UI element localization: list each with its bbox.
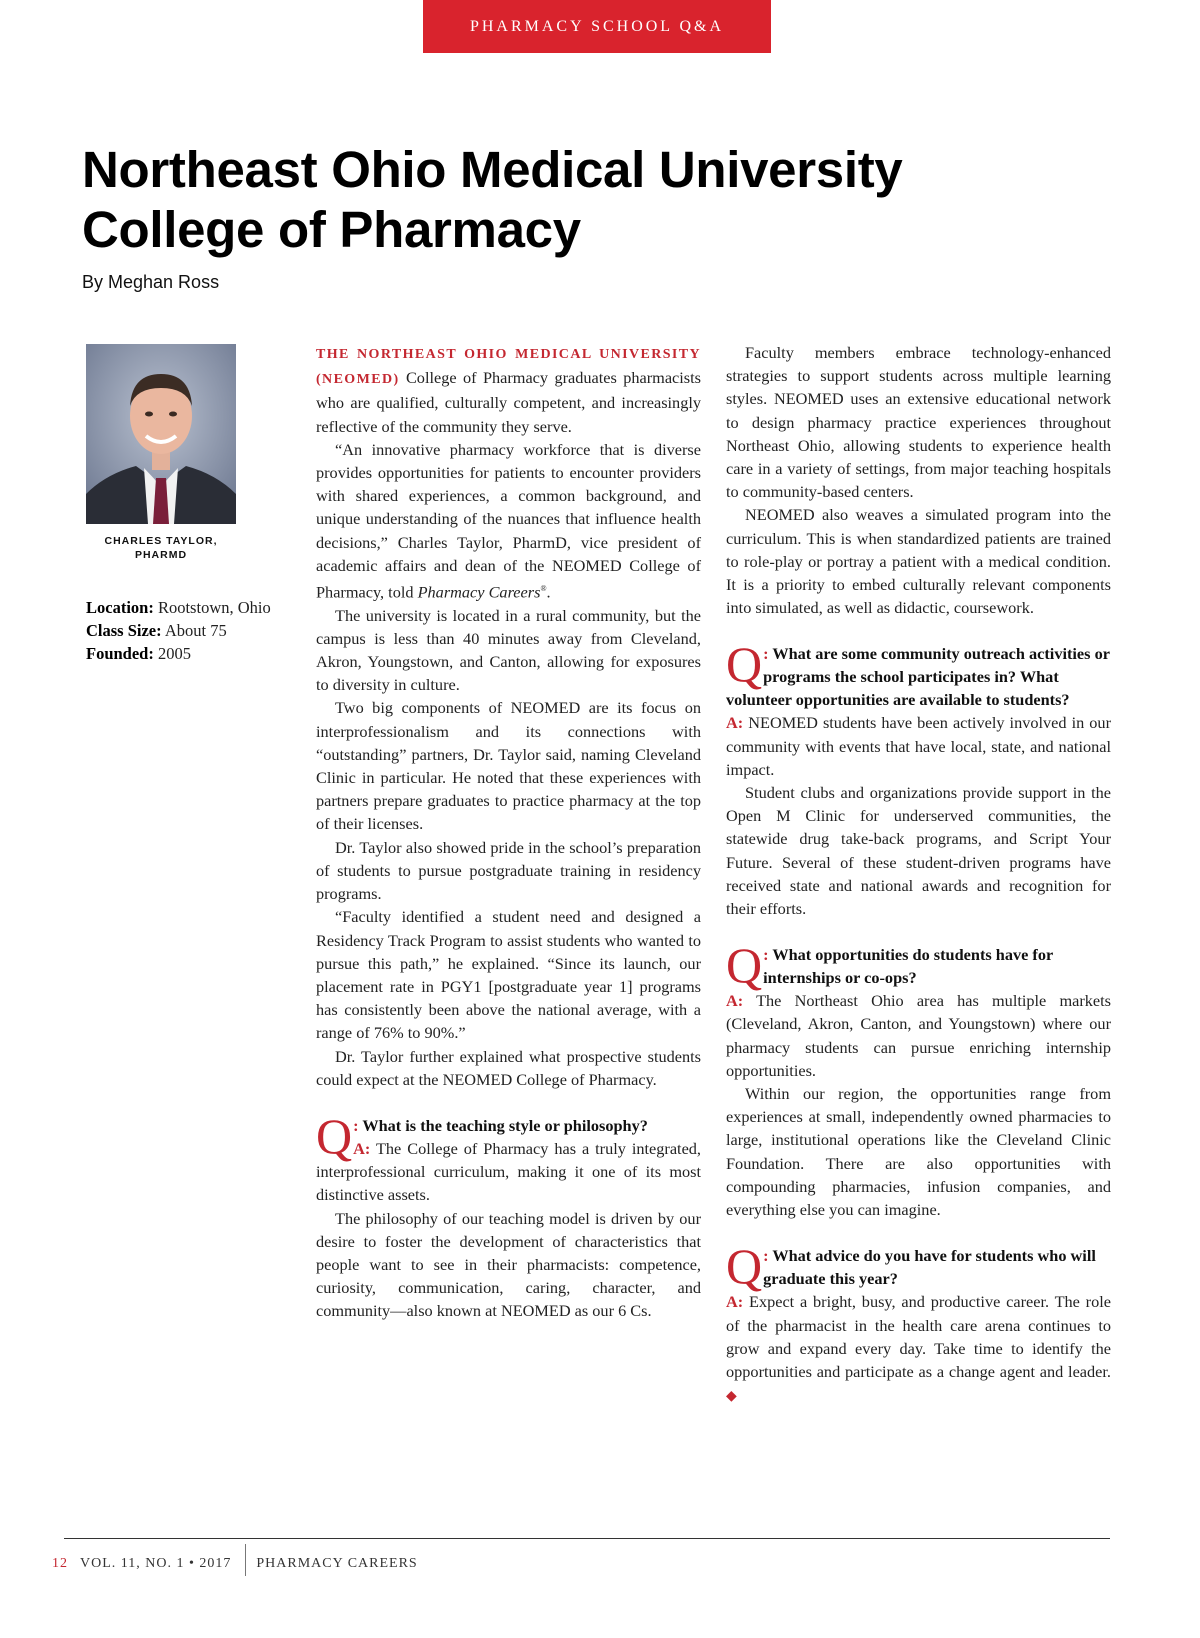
publication-title: PHARMACY CAREERS [256, 1556, 418, 1571]
answer-text: Expect a bright, busy, and productive career. The role of the pharmacist in the health care arena continues to grow and expand every day. Take time to identify the opportunities and participate as a change agent and leader. [726, 1292, 1111, 1381]
fact-value: Rootstown, Ohio [157, 598, 271, 617]
answer [726, 711, 1111, 781]
q-colon: : [763, 1246, 769, 1266]
qa-block-internships [726, 937, 1112, 1221]
body-paragraph [316, 438, 701, 604]
question-text: What are some community outreach activities or programs the school participates in? What volunteer opportunities are available to students? [726, 644, 1110, 710]
q-colon: : [353, 1115, 359, 1135]
a-label: A: [353, 1138, 371, 1158]
photo-caption-line-1: CHARLES TAYLOR, [104, 535, 218, 547]
intro-paragraph [316, 341, 701, 438]
article-column-1 [316, 341, 701, 1323]
answer [316, 1137, 701, 1207]
issue-info: VOL. 11, NO. 1 • 2017 [80, 1556, 232, 1571]
question [726, 636, 1111, 711]
footer-rule [64, 1538, 1110, 1539]
answer [726, 1290, 1111, 1408]
question [726, 1238, 1111, 1295]
fact-value: About 75 [164, 621, 227, 640]
school-facts [86, 596, 276, 665]
qa-block-teaching-style [316, 1107, 702, 1323]
question [726, 937, 1111, 994]
portrait-photo [86, 344, 236, 524]
qa-block-community-outreach [726, 636, 1111, 920]
page-number: 12 [52, 1556, 68, 1571]
q-initial: Q [726, 937, 763, 994]
answer [726, 989, 1111, 1082]
portrait-illustration [86, 344, 236, 524]
footer-divider [245, 1544, 246, 1576]
fact-location [86, 596, 276, 619]
body-paragraph: Two big components of NEOMED are its focus on interprofessionalism and its connections with “outstanding” partners, Dr. Taylor said, naming Cleveland Clinic in particular. He noted that these experiences with partners prepare graduates to practice pharmacy at the top of their licenses. [316, 698, 701, 834]
body-paragraph: Dr. Taylor further explained what prospective students could expect at the NEOMED College of Pharmacy. [316, 1046, 701, 1089]
a-label: A: [726, 1292, 744, 1312]
q-colon: : [763, 644, 769, 664]
quote-end: . [546, 582, 551, 602]
answer-followup: Within our region, the opportunities range from experiences at small, independently owned pharmacies to large, institutional operations like the Cleveland Clinic Foundation. There are also opportunities with compounding pharmacies, infusion companies, and everything else you can imagine. [726, 1084, 1111, 1220]
article-title [82, 140, 1122, 260]
body-paragraph: Faculty members embrace technology-enhanced strategies to support students across multiple learning styles. NEOMED uses an extensive educational network to design pharmacy practice experiences throughout Northeast Ohio, allowing students to experience health care in a variety of settings, from major teaching hospitals to community-based centers. [726, 343, 1111, 502]
qa-block-graduate-advice [726, 1238, 1111, 1408]
q-colon: : [763, 945, 769, 965]
a-label: A: [726, 713, 744, 733]
quote-text: “An innovative pharmacy workforce that is diverse provides opportunities for patients to encounter providers with shared experiences, a common background, and unique understanding of the nuances that influence health decisions,” Charles Taylor, PharmD, vice president of academic affairs and dean of the NEOMED College of Pharmacy, told [316, 439, 701, 602]
body-paragraph: “Faculty identified a student need and designed a Residency Track Program to assist students who wanted to pursue this path,” he explained. “Since its launch, our placement rate in PGY1 [postgraduate year 1] programs has consistently been above the national average, with a range of 76% to 90%.” [316, 907, 701, 1043]
question-text: What advice do you have for students who will graduate this year? [763, 1246, 1096, 1289]
article-column-2 [726, 341, 1111, 1408]
answer-text: The College of Pharmacy has a truly integrated, interprofessional curriculum, making it one of its most distinctive assets. [316, 1138, 702, 1205]
fact-value: 2005 [157, 644, 191, 663]
fact-class-size [86, 619, 276, 642]
fact-founded [86, 642, 276, 665]
fact-label: Class Size: [86, 621, 162, 640]
question [316, 1107, 701, 1164]
registered-mark: ® [540, 584, 547, 594]
byline: By Meghan Ross [82, 272, 220, 292]
body-paragraph: The university is located in a rural community, but the campus is less than 40 minutes away from Cleveland, Akron, Youngstown, and Canton, allowing for exposures to diversity in culture. [316, 605, 701, 695]
body-paragraph: NEOMED also weaves a simulated program into the curriculum. This is when standardized patients are trained to role-play or portray a patient with a medical condition. It is a priority to embed culturally relevant components into simulated, as well as didactic, coursework. [726, 505, 1111, 618]
question-text: What opportunities do students have for internships or co-ops? [763, 945, 1053, 988]
article-title-line-1: Northeast Ohio Medical University [82, 141, 903, 198]
q-initial: Q [316, 1107, 353, 1164]
page-footer [52, 1552, 418, 1576]
a-label: A: [726, 991, 744, 1011]
photo-caption-line-2: PHARMD [134, 549, 188, 561]
photo-caption [86, 534, 236, 562]
question-text: What is the teaching style or philosophy? [362, 1115, 648, 1135]
article-title-line-2: College of Pharmacy [82, 201, 581, 258]
end-mark-icon: ◆ [726, 1389, 737, 1405]
answer-followup: The philosophy of our teaching model is driven by our desire to foster the development of characteristics that people want to see in their pharmacists: competence, curiosity, communication, caring, character, and community—also known at NEOMED as our 6 Cs. [316, 1208, 701, 1321]
answer-followup: Student clubs and organizations provide support in the Open M Clinic for underserved communities, the statewide drug take-back programs, and Script Your Future. Several of these student-driven programs have received state and national awards and recognition for their efforts. [726, 783, 1111, 919]
section-tab: PHARMACY SCHOOL Q&A [423, 0, 771, 53]
q-initial: Q [726, 1238, 763, 1295]
publication-name: Pharmacy Careers [417, 582, 541, 602]
answer-text: The Northeast Ohio area has multiple markets (Cleveland, Akron, Canton, and Youngstown) where our pharmacy students can pursue enriching internship opportunities. [726, 991, 1112, 1080]
lead-in: THE NORTHEAST OHIO MEDICAL UNIVERSITY (NEOMED) [316, 347, 701, 388]
body-paragraph: Dr. Taylor also showed pride in the school’s preparation of students to pursue postgraduate training in residency programs. [316, 837, 701, 904]
fact-label: Founded: [86, 644, 154, 663]
fact-label: Location: [86, 598, 154, 617]
q-initial: Q [726, 636, 763, 693]
intro-text: College of Pharmacy graduates pharmacists who are qualified, culturally competent, and increasingly reflective of the community they serve. [316, 368, 701, 436]
answer-text: NEOMED students have been actively involved in our community with events that have local, state, and national impact. [726, 713, 1111, 779]
